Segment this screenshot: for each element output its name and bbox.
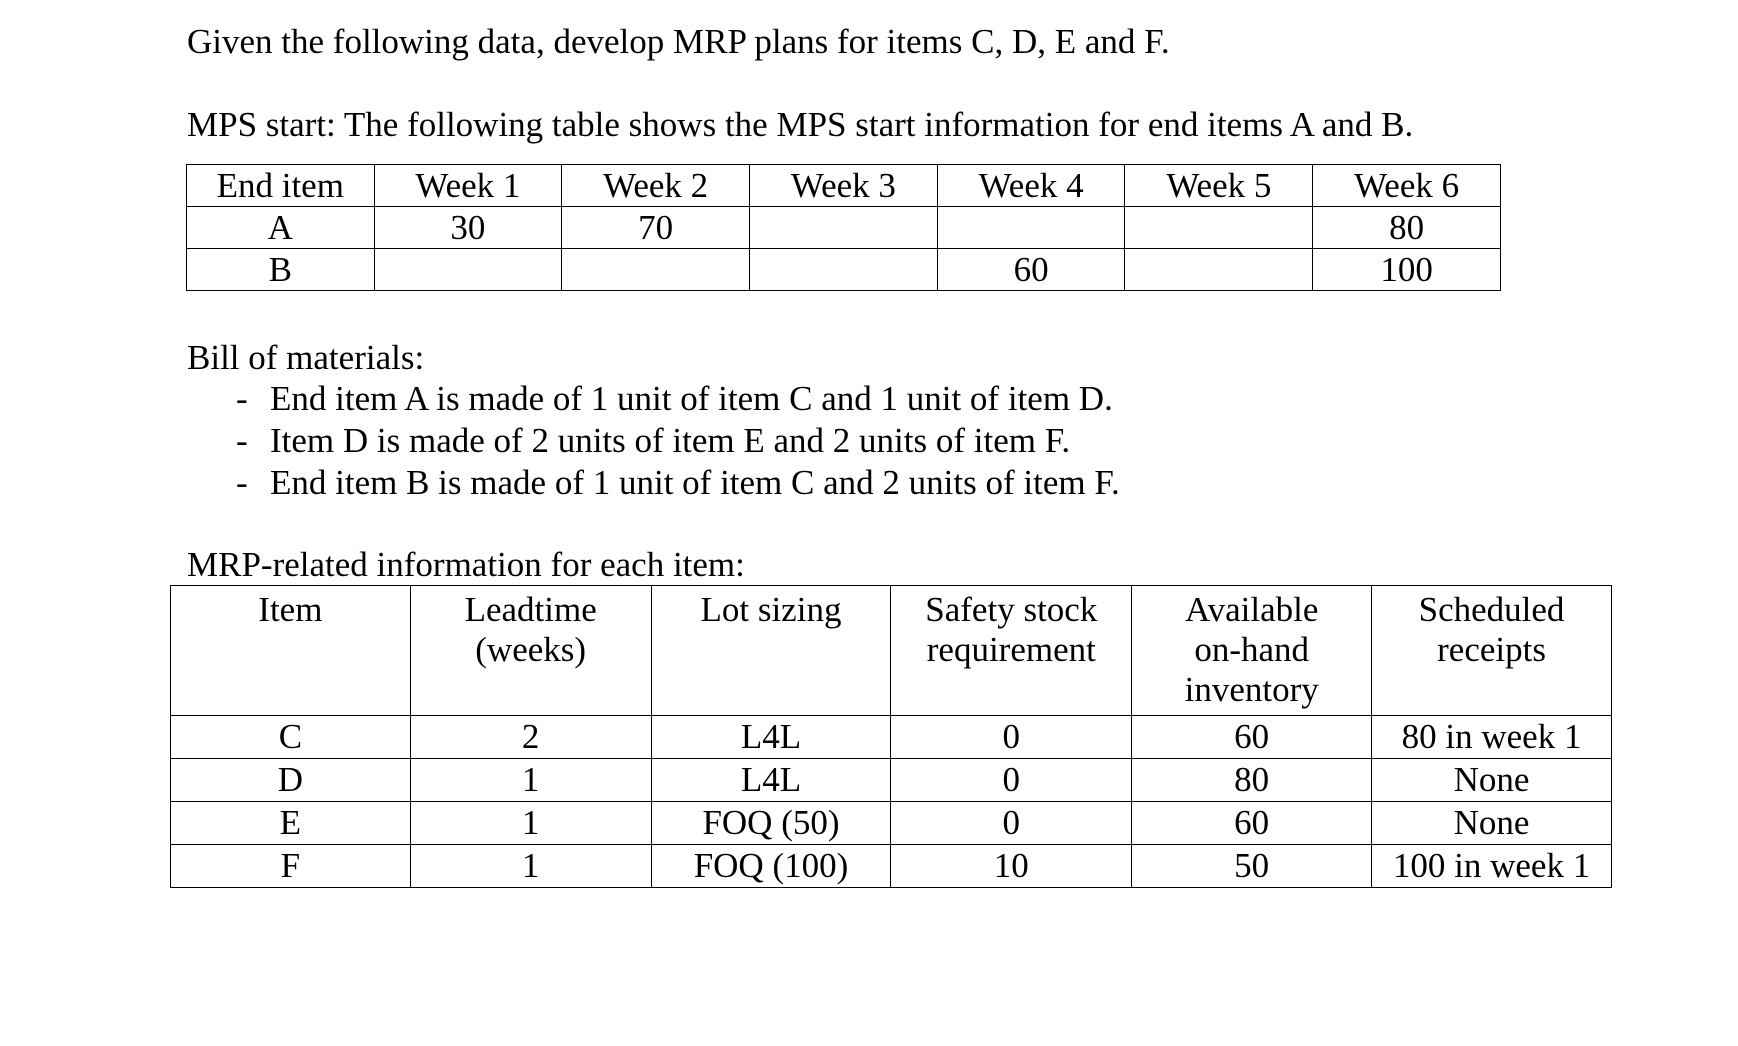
mps-cell: A <box>187 207 375 249</box>
mps-cell <box>562 249 750 291</box>
mrp-header-scheduled-receipts: Scheduled receipts <box>1372 586 1612 716</box>
mrp-cell: 10 <box>891 845 1132 888</box>
mrp-cell: 2 <box>410 716 651 759</box>
bom-item <box>236 378 1120 420</box>
mps-header-week-4: Week 4 <box>937 165 1125 207</box>
mrp-cell: F <box>171 845 411 888</box>
mrp-cell: 60 <box>1132 802 1372 845</box>
mrp-cell: 0 <box>891 716 1132 759</box>
mrp-row-c <box>171 716 1612 759</box>
mrp-cell: 80 <box>1132 759 1372 802</box>
bom-list <box>236 378 1120 504</box>
mrp-header-safety-stock: Safety stock requirement <box>891 586 1132 716</box>
mrp-cell: 60 <box>1132 716 1372 759</box>
mps-cell: 30 <box>374 207 562 249</box>
mps-cell <box>937 207 1125 249</box>
bom-item <box>236 420 1120 462</box>
mrp-header-on-hand: Available on-hand inventory <box>1132 586 1372 716</box>
mrp-cell: 100 in week 1 <box>1372 845 1612 888</box>
mrp-cell: 0 <box>891 759 1132 802</box>
mps-cell: B <box>187 249 375 291</box>
mrp-cell: None <box>1372 759 1612 802</box>
bom-item-text: End item B is made of 1 unit of item C and 2 units of item F. <box>270 463 1120 502</box>
bom-item-text: End item A is made of 1 unit of item C and 1 unit of item D. <box>270 379 1113 418</box>
mrp-row-f <box>171 845 1612 888</box>
mps-header-week-3: Week 3 <box>750 165 938 207</box>
mps-header-row <box>187 165 1501 207</box>
mrp-cell: 0 <box>891 802 1132 845</box>
bom-item <box>236 462 1120 504</box>
bom-item-text: Item D is made of 2 units of item E and 2 units of item F. <box>270 421 1071 460</box>
mps-cell: 60 <box>937 249 1125 291</box>
mrp-table <box>170 585 1612 888</box>
mps-row-b <box>187 249 1501 291</box>
bullet-dash: - <box>236 463 248 502</box>
mps-table <box>186 164 1501 291</box>
mrp-row-d <box>171 759 1612 802</box>
mps-cell <box>1125 207 1313 249</box>
mrp-header-lot-sizing: Lot sizing <box>651 586 891 716</box>
mrp-cell: 50 <box>1132 845 1372 888</box>
mps-header-week-1: Week 1 <box>374 165 562 207</box>
bullet-dash: - <box>236 379 248 418</box>
mrp-header-item: Item <box>171 586 411 716</box>
mps-cell <box>750 207 938 249</box>
mps-cell: 100 <box>1313 249 1501 291</box>
mrp-cell: D <box>171 759 411 802</box>
mps-cell <box>374 249 562 291</box>
mrp-cell: L4L <box>651 759 891 802</box>
mrp-header-row <box>171 586 1612 716</box>
mrp-cell: C <box>171 716 411 759</box>
mrp-header-leadtime: Leadtime (weeks) <box>410 586 651 716</box>
mps-cell: 80 <box>1313 207 1501 249</box>
mrp-cell: 80 in week 1 <box>1372 716 1612 759</box>
intro-text: Given the following data, develop MRP plans for items C, D, E and F. <box>187 22 1170 61</box>
mrp-cell: FOQ (50) <box>651 802 891 845</box>
mps-header-end-item: End item <box>187 165 375 207</box>
bom-title: Bill of materials: <box>187 338 425 377</box>
mrp-title: MRP-related information for each item: <box>187 545 745 584</box>
mps-cell: 70 <box>562 207 750 249</box>
mrp-cell: 1 <box>410 845 651 888</box>
mps-header-week-5: Week 5 <box>1125 165 1313 207</box>
mrp-cell: FOQ (100) <box>651 845 891 888</box>
mps-header-week-2: Week 2 <box>562 165 750 207</box>
mps-header-week-6: Week 6 <box>1313 165 1501 207</box>
mps-row-a <box>187 207 1501 249</box>
mrp-cell: 1 <box>410 802 651 845</box>
mps-cell <box>750 249 938 291</box>
mrp-cell: 1 <box>410 759 651 802</box>
mrp-cell: None <box>1372 802 1612 845</box>
mrp-cell: E <box>171 802 411 845</box>
mps-intro-text: MPS start: The following table shows the MPS start information for end items A and B. <box>187 105 1414 144</box>
mrp-cell: L4L <box>651 716 891 759</box>
mps-cell <box>1125 249 1313 291</box>
mrp-row-e <box>171 802 1612 845</box>
bullet-dash: - <box>236 421 248 460</box>
